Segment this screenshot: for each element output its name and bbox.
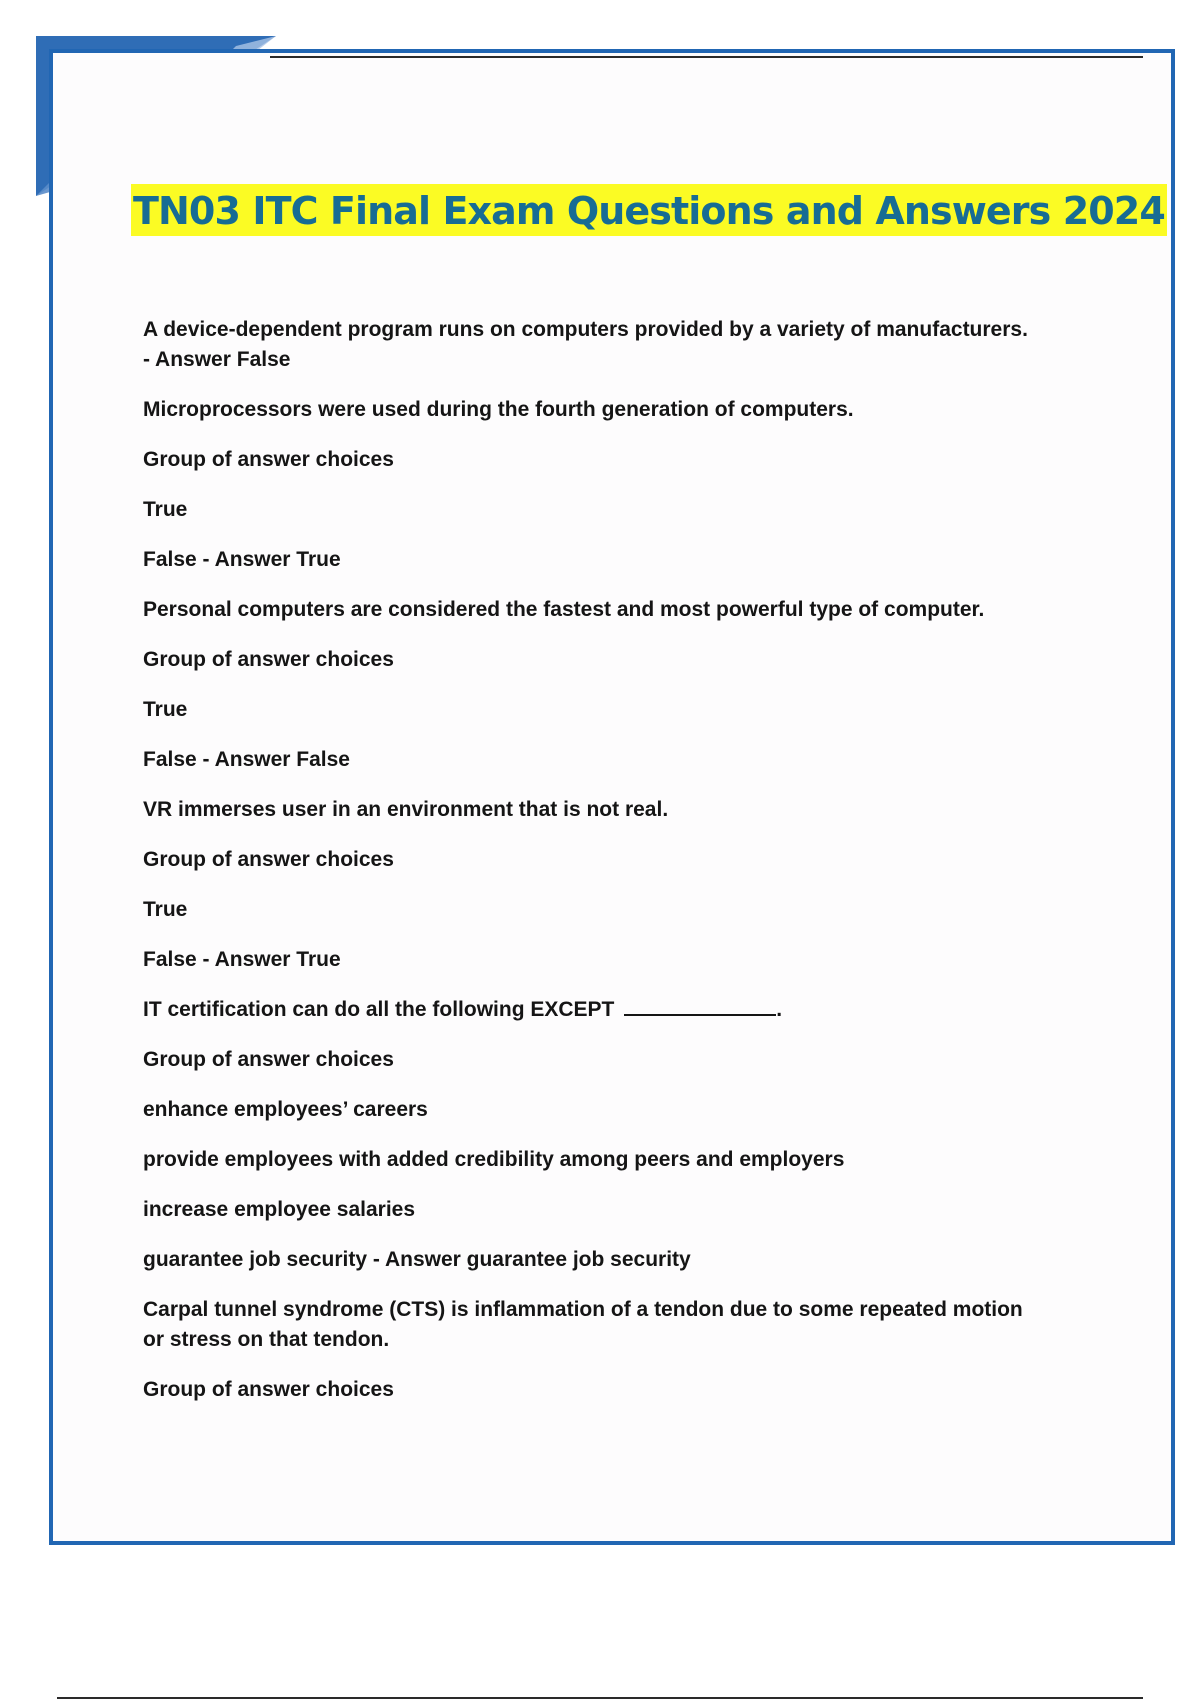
answer-choices-label: Group of answer choices [143,1378,394,1401]
question-text: Microprocessors were used during the fourth generation of computers. [143,398,854,421]
question-text: VR immerses user in an environment that is not real. [143,798,669,821]
document-body [143,315,1083,1425]
answer-choice: True [143,898,188,921]
answer-choice: increase employee salaries [143,1198,416,1221]
answer-choices-label: Group of answer choices [143,648,394,671]
answer-choices-label: Group of answer choices [143,448,394,471]
answer-choice: guarantee job security - Answer guarantee job security [143,1248,691,1271]
answer-choice: False - Answer True [143,548,341,571]
question-line-1: A device-dependent program runs on computers provided by a variety of manufacturers. [143,318,1028,341]
answer-choice: False - Answer False [143,748,350,771]
question-text: Personal computers are considered the fastest and most powerful type of computer. [143,598,985,621]
answer-choice: False - Answer True [143,948,341,971]
header-rule [270,56,1143,58]
answer-choice: True [143,698,188,721]
question-stem: IT certification can do all the following EXCEPT [143,998,615,1021]
question-text [143,995,1083,1025]
answer-choice: provide employees with added credibility among peers and employers [143,1148,845,1171]
answer-choice: True [143,498,188,521]
question-line-2: or stress on that tendon. [143,1328,390,1351]
document-title: TN03 ITC Final Exam Questions and Answers 2024 [131,184,1167,236]
question-period: . [776,998,783,1021]
answer-choices-label: Group of answer choices [143,1048,394,1071]
question-line-1: Carpal tunnel syndrome (CTS) is inflammation of a tendon due to some repeated motion [143,1298,1023,1321]
question-text [143,1295,1083,1355]
footer-rule [57,1697,1143,1699]
answer-line: - Answer False [143,348,291,371]
answer-choice: enhance employees’ careers [143,1098,428,1121]
fill-in-blank [624,996,776,1016]
answer-choices-label: Group of answer choices [143,848,394,871]
question-text [143,315,1083,375]
